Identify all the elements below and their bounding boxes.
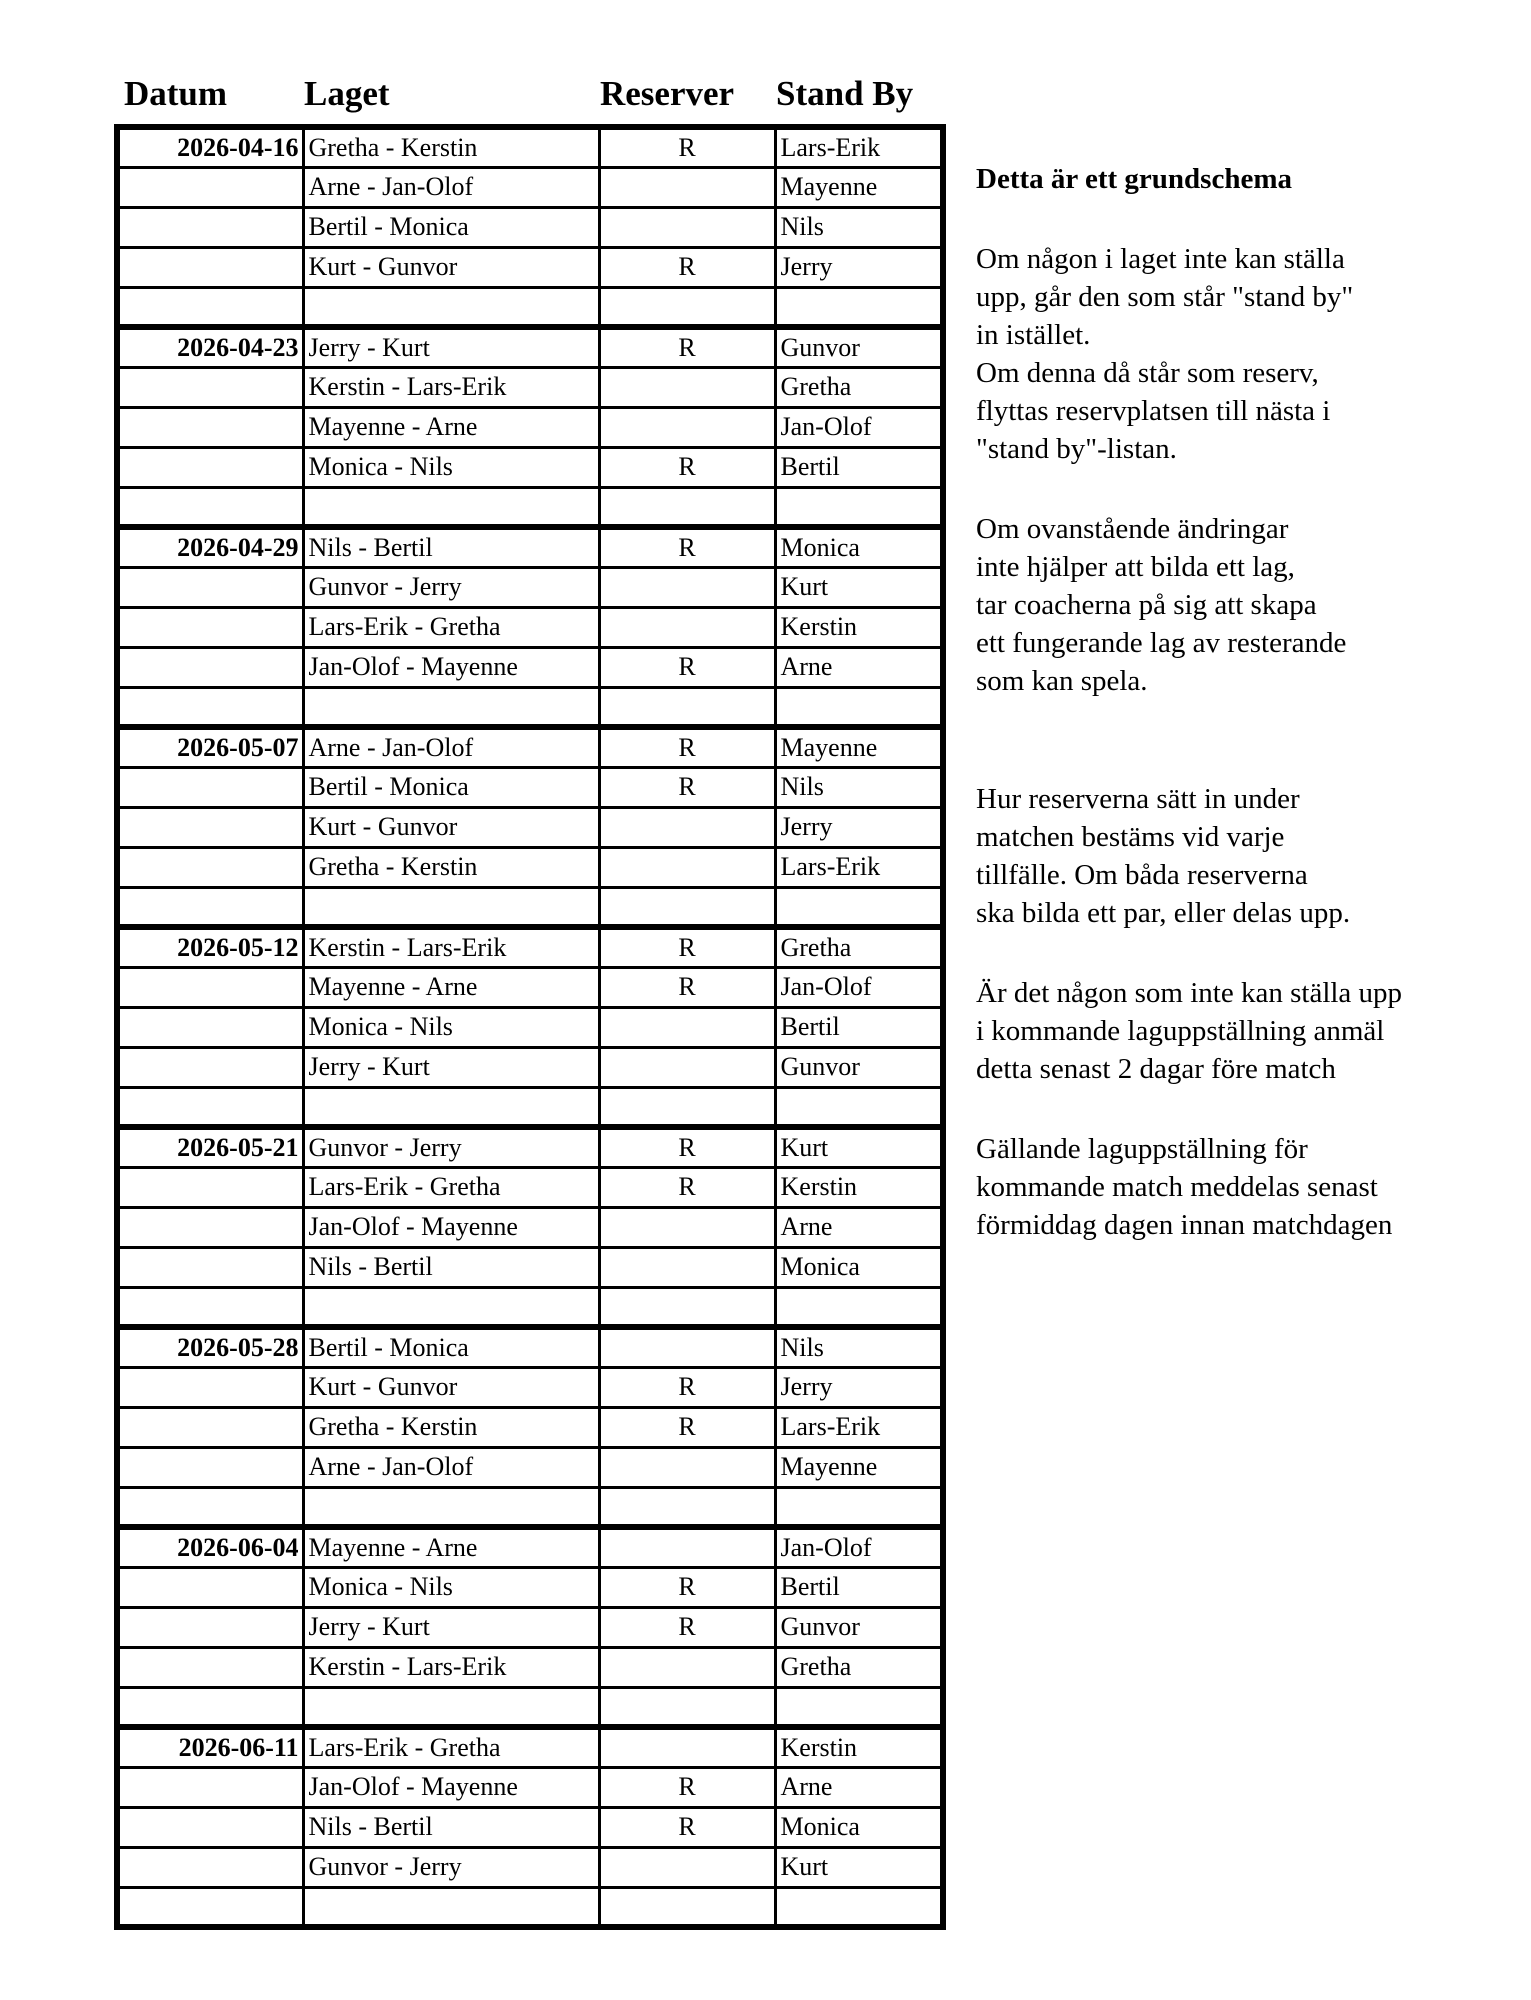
reserve-cell bbox=[599, 1727, 775, 1767]
date-cell bbox=[117, 887, 303, 927]
reserve-cell bbox=[599, 1487, 775, 1527]
date-cell: 2026-04-29 bbox=[117, 527, 303, 567]
reserve-cell bbox=[599, 487, 775, 527]
table-row bbox=[117, 927, 943, 967]
header-datum: Datum bbox=[124, 74, 228, 113]
notes-line: förmiddag dagen innan matchdagen bbox=[976, 1209, 1393, 1241]
team-cell bbox=[303, 1087, 599, 1127]
team-cell: Jerry - Kurt bbox=[303, 327, 599, 367]
date-cell: 2026-04-23 bbox=[117, 327, 303, 367]
table-row bbox=[117, 367, 943, 407]
standby-cell bbox=[775, 1487, 943, 1527]
date-cell bbox=[117, 1767, 303, 1807]
date-cell bbox=[117, 767, 303, 807]
team-cell bbox=[303, 487, 599, 527]
team-cell: Gretha - Kerstin bbox=[303, 847, 599, 887]
date-cell: 2026-05-28 bbox=[117, 1327, 303, 1367]
notes-line: ett fungerande lag av resterande bbox=[976, 627, 1347, 659]
schedule-table bbox=[114, 124, 946, 1930]
table-row bbox=[117, 1407, 943, 1447]
spacer-row bbox=[117, 1887, 943, 1927]
notes-panel bbox=[976, 160, 1516, 1244]
date-cell: 2026-04-16 bbox=[117, 127, 303, 167]
standby-cell bbox=[775, 1287, 943, 1327]
table-row bbox=[117, 1367, 943, 1407]
notes-line: tar coacherna på sig att skapa bbox=[976, 589, 1317, 621]
notes-line: ska bilda ett par, eller delas upp. bbox=[976, 897, 1351, 929]
standby-cell: Kerstin bbox=[775, 1167, 943, 1207]
team-cell bbox=[303, 287, 599, 327]
team-cell: Kerstin - Lars-Erik bbox=[303, 927, 599, 967]
team-cell: Jan-Olof - Mayenne bbox=[303, 1767, 599, 1807]
table-row bbox=[117, 1127, 943, 1167]
notes-paragraph-3 bbox=[976, 780, 1516, 932]
reserve-cell bbox=[599, 1887, 775, 1927]
reserve-cell bbox=[599, 1527, 775, 1567]
notes-title: Detta är ett grundschema bbox=[976, 163, 1292, 195]
date-cell bbox=[117, 807, 303, 847]
table-row bbox=[117, 1007, 943, 1047]
team-cell bbox=[303, 1487, 599, 1527]
standby-cell: Jerry bbox=[775, 247, 943, 287]
notes-line: kommande match meddelas senast bbox=[976, 1171, 1378, 1203]
team-cell: Gunvor - Jerry bbox=[303, 567, 599, 607]
standby-cell: Mayenne bbox=[775, 1447, 943, 1487]
reserve-cell: R bbox=[599, 767, 775, 807]
notes-line: detta senast 2 dagar före match bbox=[976, 1053, 1336, 1085]
reserve-cell: R bbox=[599, 967, 775, 1007]
table-row bbox=[117, 1847, 943, 1887]
date-cell: 2026-06-04 bbox=[117, 1527, 303, 1567]
notes-line: i kommande laguppställning anmäl bbox=[976, 1015, 1385, 1047]
standby-cell: Mayenne bbox=[775, 167, 943, 207]
reserve-cell bbox=[599, 1247, 775, 1287]
team-cell: Kurt - Gunvor bbox=[303, 1367, 599, 1407]
standby-cell: Kurt bbox=[775, 567, 943, 607]
reserve-cell bbox=[599, 1447, 775, 1487]
table-row bbox=[117, 567, 943, 607]
reserve-cell bbox=[599, 687, 775, 727]
standby-cell bbox=[775, 1087, 943, 1127]
date-cell bbox=[117, 1807, 303, 1847]
team-cell: Gretha - Kerstin bbox=[303, 127, 599, 167]
notes-line: Om någon i laget inte kan ställa bbox=[976, 243, 1345, 275]
team-cell: Monica - Nils bbox=[303, 1007, 599, 1047]
reserve-cell: R bbox=[599, 327, 775, 367]
team-cell: Kurt - Gunvor bbox=[303, 247, 599, 287]
date-cell bbox=[117, 1047, 303, 1087]
team-cell: Kurt - Gunvor bbox=[303, 807, 599, 847]
reserve-cell bbox=[599, 1047, 775, 1087]
date-cell bbox=[117, 207, 303, 247]
standby-cell: Jerry bbox=[775, 807, 943, 847]
team-cell: Gunvor - Jerry bbox=[303, 1847, 599, 1887]
reserve-cell bbox=[599, 1207, 775, 1247]
team-cell: Mayenne - Arne bbox=[303, 967, 599, 1007]
standby-cell: Monica bbox=[775, 527, 943, 567]
date-cell bbox=[117, 1207, 303, 1247]
standby-cell: Arne bbox=[775, 1207, 943, 1247]
spacer-row bbox=[117, 1087, 943, 1127]
standby-cell: Jerry bbox=[775, 1367, 943, 1407]
reserve-cell: R bbox=[599, 1167, 775, 1207]
reserve-cell bbox=[599, 1287, 775, 1327]
date-cell bbox=[117, 247, 303, 287]
reserve-cell: R bbox=[599, 1767, 775, 1807]
table-row bbox=[117, 327, 943, 367]
date-cell: 2026-05-07 bbox=[117, 727, 303, 767]
spacer-row bbox=[117, 487, 943, 527]
table-row bbox=[117, 847, 943, 887]
date-cell bbox=[117, 1367, 303, 1407]
team-cell: Arne - Jan-Olof bbox=[303, 1447, 599, 1487]
standby-cell bbox=[775, 687, 943, 727]
team-cell: Jan-Olof - Mayenne bbox=[303, 1207, 599, 1247]
table-row bbox=[117, 1727, 943, 1767]
date-cell: 2026-05-12 bbox=[117, 927, 303, 967]
table-row bbox=[117, 807, 943, 847]
reserve-cell bbox=[599, 1687, 775, 1727]
standby-cell: Nils bbox=[775, 207, 943, 247]
date-cell bbox=[117, 607, 303, 647]
table-row bbox=[117, 1567, 943, 1607]
spacer-row bbox=[117, 887, 943, 927]
standby-cell: Mayenne bbox=[775, 727, 943, 767]
team-cell: Arne - Jan-Olof bbox=[303, 167, 599, 207]
reserve-cell: R bbox=[599, 927, 775, 967]
notes-line: "stand by"-listan. bbox=[976, 433, 1177, 465]
spacer-row bbox=[117, 1287, 943, 1327]
standby-cell bbox=[775, 887, 943, 927]
date-cell bbox=[117, 167, 303, 207]
table-row bbox=[117, 1647, 943, 1687]
date-cell bbox=[117, 1887, 303, 1927]
team-cell: Bertil - Monica bbox=[303, 1327, 599, 1367]
notes-line: upp, går den som står "stand by" bbox=[976, 281, 1354, 313]
reserve-cell: R bbox=[599, 1367, 775, 1407]
date-cell bbox=[117, 567, 303, 607]
date-cell bbox=[117, 367, 303, 407]
standby-cell: Gunvor bbox=[775, 1607, 943, 1647]
date-cell bbox=[117, 447, 303, 487]
reserve-cell bbox=[599, 367, 775, 407]
table-row bbox=[117, 1767, 943, 1807]
date-cell bbox=[117, 687, 303, 727]
reserve-cell bbox=[599, 887, 775, 927]
table-row bbox=[117, 1327, 943, 1367]
standby-cell: Lars-Erik bbox=[775, 127, 943, 167]
notes-paragraph-4 bbox=[976, 974, 1516, 1088]
date-cell bbox=[117, 1687, 303, 1727]
notes-line: som kan spela. bbox=[976, 665, 1148, 697]
date-cell: 2026-06-11 bbox=[117, 1727, 303, 1767]
notes-line: inte hjälper att bilda ett lag, bbox=[976, 551, 1295, 583]
notes-paragraph-2 bbox=[976, 510, 1516, 700]
standby-cell: Bertil bbox=[775, 1567, 943, 1607]
notes-line: Om denna då står som reserv, bbox=[976, 357, 1319, 389]
reserve-cell: R bbox=[599, 247, 775, 287]
date-cell bbox=[117, 1087, 303, 1127]
reserve-cell bbox=[599, 1647, 775, 1687]
standby-cell: Jan-Olof bbox=[775, 967, 943, 1007]
reserve-cell bbox=[599, 287, 775, 327]
reserve-cell bbox=[599, 167, 775, 207]
table-row bbox=[117, 1807, 943, 1847]
table-row bbox=[117, 1167, 943, 1207]
table-row bbox=[117, 447, 943, 487]
standby-cell: Kerstin bbox=[775, 607, 943, 647]
standby-cell: Gunvor bbox=[775, 327, 943, 367]
reserve-cell bbox=[599, 1847, 775, 1887]
table-row bbox=[117, 247, 943, 287]
table-row bbox=[117, 207, 943, 247]
table-row bbox=[117, 127, 943, 167]
standby-cell: Nils bbox=[775, 767, 943, 807]
date-cell bbox=[117, 1287, 303, 1327]
team-cell: Nils - Bertil bbox=[303, 527, 599, 567]
team-cell: Kerstin - Lars-Erik bbox=[303, 367, 599, 407]
table-row bbox=[117, 407, 943, 447]
team-cell bbox=[303, 887, 599, 927]
standby-cell: Monica bbox=[775, 1807, 943, 1847]
spacer-row bbox=[117, 687, 943, 727]
standby-cell: Kerstin bbox=[775, 1727, 943, 1767]
standby-cell: Bertil bbox=[775, 1007, 943, 1047]
team-cell bbox=[303, 687, 599, 727]
table-row bbox=[117, 1527, 943, 1567]
team-cell: Lars-Erik - Gretha bbox=[303, 1727, 599, 1767]
team-cell: Jerry - Kurt bbox=[303, 1607, 599, 1647]
table-row bbox=[117, 167, 943, 207]
notes-line: Är det någon som inte kan ställa upp bbox=[976, 977, 1403, 1009]
standby-cell: Gretha bbox=[775, 927, 943, 967]
date-cell: 2026-05-21 bbox=[117, 1127, 303, 1167]
header-reserver: Reserver bbox=[600, 74, 735, 113]
reserve-cell bbox=[599, 407, 775, 447]
date-cell bbox=[117, 487, 303, 527]
team-cell: Mayenne - Arne bbox=[303, 1527, 599, 1567]
standby-cell: Jan-Olof bbox=[775, 407, 943, 447]
header-laget: Laget bbox=[304, 74, 390, 113]
table-row bbox=[117, 1447, 943, 1487]
standby-cell bbox=[775, 487, 943, 527]
date-cell bbox=[117, 1167, 303, 1207]
date-cell bbox=[117, 1247, 303, 1287]
notes-paragraph-5 bbox=[976, 1130, 1516, 1244]
standby-cell: Jan-Olof bbox=[775, 1527, 943, 1567]
table-row bbox=[117, 647, 943, 687]
table-row bbox=[117, 727, 943, 767]
reserve-cell: R bbox=[599, 1607, 775, 1647]
standby-cell: Gunvor bbox=[775, 1047, 943, 1087]
date-cell bbox=[117, 1007, 303, 1047]
table-row bbox=[117, 527, 943, 567]
notes-line: tillfälle. Om båda reserverna bbox=[976, 859, 1308, 891]
reserve-cell bbox=[599, 847, 775, 887]
header-stand-by: Stand By bbox=[776, 74, 914, 113]
team-cell: Jan-Olof - Mayenne bbox=[303, 647, 599, 687]
team-cell: Kerstin - Lars-Erik bbox=[303, 1647, 599, 1687]
reserve-cell: R bbox=[599, 1807, 775, 1847]
table-row bbox=[117, 767, 943, 807]
date-cell bbox=[117, 1847, 303, 1887]
table-row bbox=[117, 1607, 943, 1647]
reserve-cell bbox=[599, 1327, 775, 1367]
notes-line: matchen bestäms vid varje bbox=[976, 821, 1285, 853]
date-cell bbox=[117, 1407, 303, 1447]
reserve-cell: R bbox=[599, 1567, 775, 1607]
reserve-cell: R bbox=[599, 1407, 775, 1447]
standby-cell: Bertil bbox=[775, 447, 943, 487]
notes-line: in istället. bbox=[976, 319, 1091, 351]
reserve-cell bbox=[599, 1007, 775, 1047]
table-row bbox=[117, 1047, 943, 1087]
team-cell: Mayenne - Arne bbox=[303, 407, 599, 447]
notes-line: Hur reserverna sätt in under bbox=[976, 783, 1300, 815]
standby-cell: Arne bbox=[775, 1767, 943, 1807]
team-cell: Lars-Erik - Gretha bbox=[303, 607, 599, 647]
reserve-cell bbox=[599, 207, 775, 247]
team-cell: Lars-Erik - Gretha bbox=[303, 1167, 599, 1207]
team-cell: Bertil - Monica bbox=[303, 767, 599, 807]
team-cell: Nils - Bertil bbox=[303, 1247, 599, 1287]
notes-paragraph-1 bbox=[976, 240, 1516, 468]
standby-cell: Lars-Erik bbox=[775, 847, 943, 887]
standby-cell bbox=[775, 1687, 943, 1727]
reserve-cell: R bbox=[599, 127, 775, 167]
team-cell: Gunvor - Jerry bbox=[303, 1127, 599, 1167]
standby-cell: Lars-Erik bbox=[775, 1407, 943, 1447]
team-cell: Bertil - Monica bbox=[303, 207, 599, 247]
date-cell bbox=[117, 287, 303, 327]
standby-cell: Nils bbox=[775, 1327, 943, 1367]
standby-cell bbox=[775, 287, 943, 327]
standby-cell: Kurt bbox=[775, 1127, 943, 1167]
team-cell: Gretha - Kerstin bbox=[303, 1407, 599, 1447]
spacer-row bbox=[117, 287, 943, 327]
reserve-cell: R bbox=[599, 447, 775, 487]
team-cell: Monica - Nils bbox=[303, 447, 599, 487]
date-cell bbox=[117, 1647, 303, 1687]
date-cell bbox=[117, 847, 303, 887]
table-row bbox=[117, 967, 943, 1007]
team-cell: Monica - Nils bbox=[303, 1567, 599, 1607]
date-cell bbox=[117, 1567, 303, 1607]
date-cell bbox=[117, 967, 303, 1007]
standby-cell: Gretha bbox=[775, 367, 943, 407]
team-cell: Nils - Bertil bbox=[303, 1807, 599, 1847]
standby-cell: Gretha bbox=[775, 1647, 943, 1687]
date-cell bbox=[117, 647, 303, 687]
standby-cell: Kurt bbox=[775, 1847, 943, 1887]
team-cell bbox=[303, 1687, 599, 1727]
date-cell bbox=[117, 1447, 303, 1487]
spacer-row bbox=[117, 1487, 943, 1527]
team-cell bbox=[303, 1287, 599, 1327]
team-cell: Jerry - Kurt bbox=[303, 1047, 599, 1087]
team-cell: Arne - Jan-Olof bbox=[303, 727, 599, 767]
table-row bbox=[117, 607, 943, 647]
reserve-cell bbox=[599, 607, 775, 647]
table-row bbox=[117, 1247, 943, 1287]
reserve-cell bbox=[599, 567, 775, 607]
date-cell bbox=[117, 1487, 303, 1527]
spacer-row bbox=[117, 1687, 943, 1727]
standby-cell: Arne bbox=[775, 647, 943, 687]
date-cell bbox=[117, 1607, 303, 1647]
notes-line: Om ovanstående ändringar bbox=[976, 513, 1289, 545]
date-cell bbox=[117, 407, 303, 447]
reserve-cell: R bbox=[599, 1127, 775, 1167]
notes-line: Gällande laguppställning för bbox=[976, 1133, 1308, 1165]
reserve-cell: R bbox=[599, 647, 775, 687]
notes-line: flyttas reservplatsen till nästa i bbox=[976, 395, 1331, 427]
reserve-cell bbox=[599, 807, 775, 847]
reserve-cell: R bbox=[599, 527, 775, 567]
reserve-cell: R bbox=[599, 727, 775, 767]
reserve-cell bbox=[599, 1087, 775, 1127]
table-row bbox=[117, 1207, 943, 1247]
standby-cell: Monica bbox=[775, 1247, 943, 1287]
team-cell bbox=[303, 1887, 599, 1927]
standby-cell bbox=[775, 1887, 943, 1927]
